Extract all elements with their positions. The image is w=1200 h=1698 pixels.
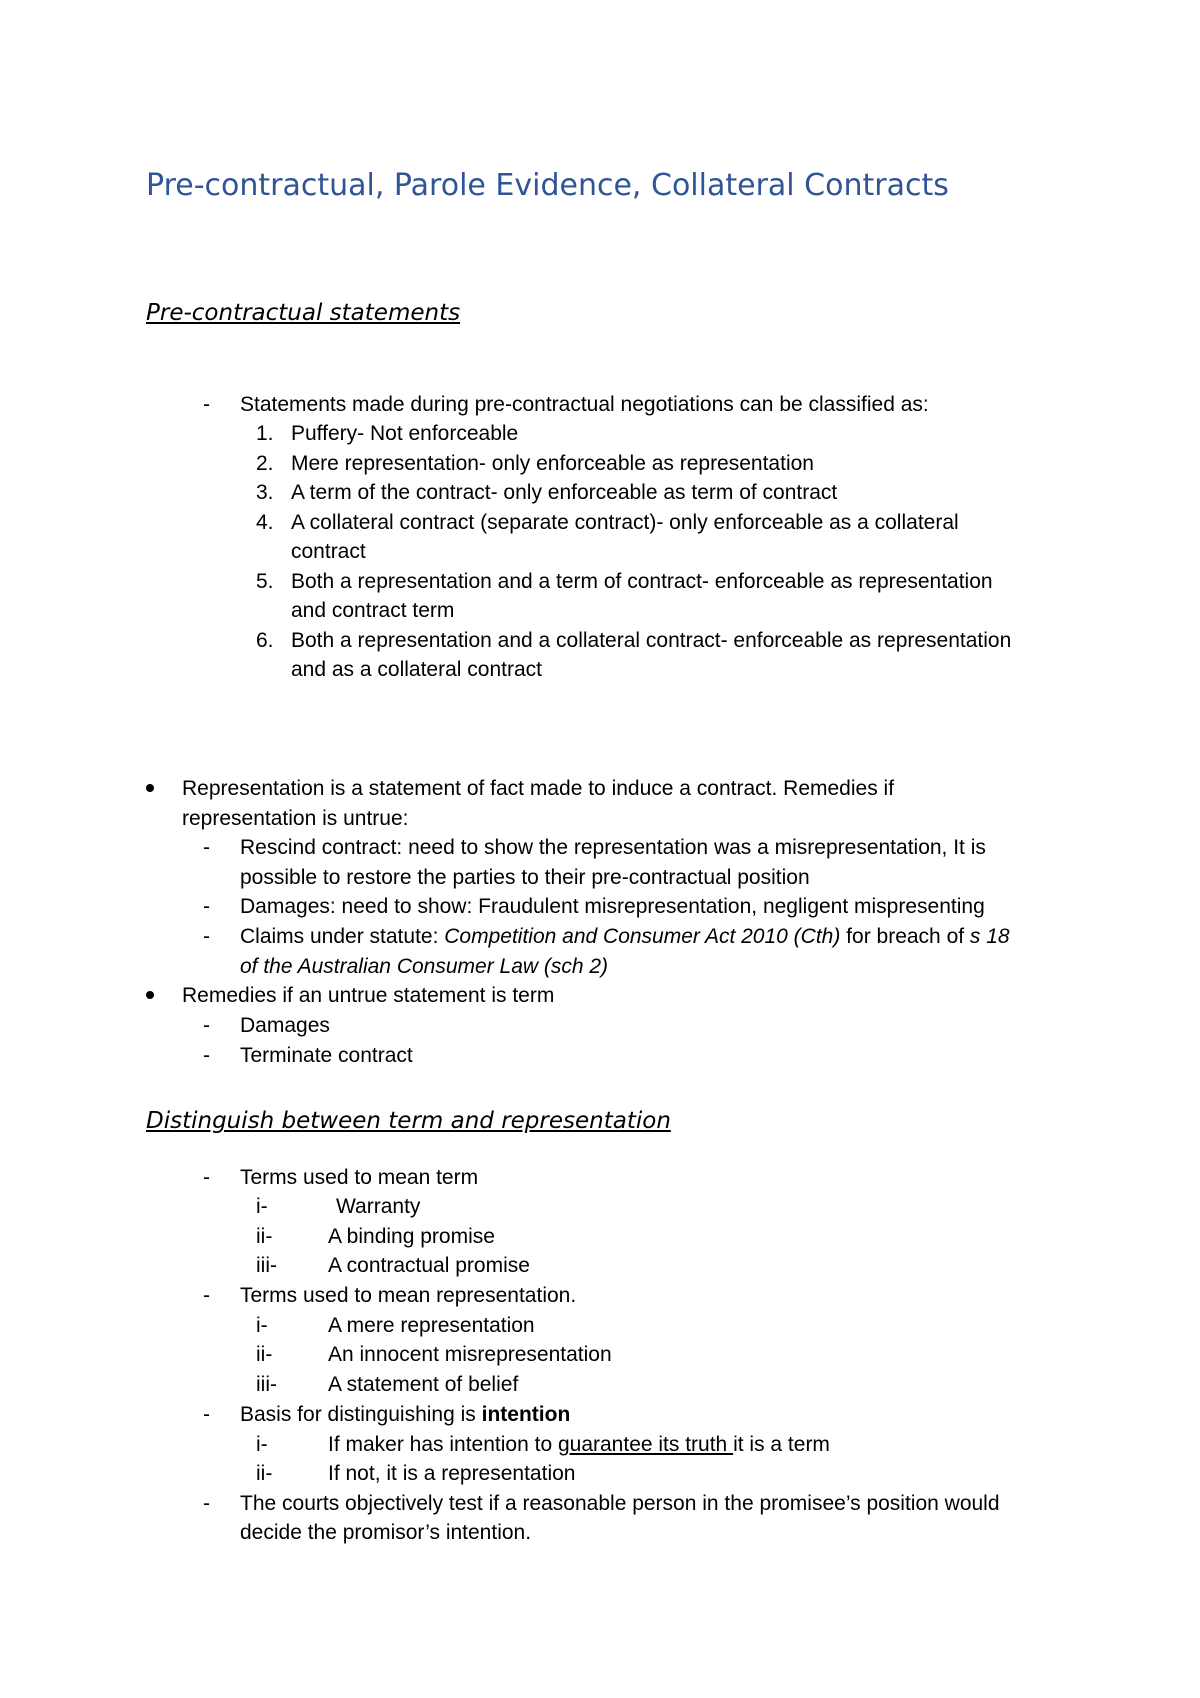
dash-marker: - <box>203 1403 210 1426</box>
list-item: A term of the contract- only enforceable as term of contract <box>291 481 838 504</box>
section-heading-pre-contractual: Pre-contractual statements <box>146 300 461 326</box>
dash-marker: - <box>203 925 210 948</box>
rule-suffix: it is a term <box>733 1433 830 1456</box>
statute-section: s 18 <box>969 925 1010 948</box>
statute-prefix: Claims under statute: <box>240 925 445 948</box>
bullet-point <box>146 991 154 999</box>
dash-marker: - <box>203 1284 210 1307</box>
dash-marker: - <box>203 895 210 918</box>
list-item: Puffery- Not enforceable <box>291 422 519 445</box>
remedy-damages: Damages: need to show: Fraudulent misrepresentation, negligent mispresenting <box>240 895 985 918</box>
roman-marker: ii- <box>256 1343 273 1366</box>
basis-prefix: Basis for distinguishing is <box>240 1403 482 1426</box>
representation-definition: Representation is a statement of fact made to induce a contract. Remedies if <box>182 777 895 800</box>
statute-mid: for breach of <box>840 925 970 948</box>
roman-marker: i- <box>256 1314 268 1337</box>
list-item: Both a representation and a term of contract- enforceable as representation <box>291 570 993 593</box>
list-item-continuation: contract <box>291 540 366 563</box>
list-item: Both a representation and a collateral contract- enforceable as representation <box>291 629 1012 652</box>
dash-marker: - <box>203 1166 210 1189</box>
remedy-statute-continuation: of the Australian Consumer Law (sch 2) <box>240 955 609 978</box>
dash-marker: - <box>203 1044 210 1067</box>
sub-list-item: A binding promise <box>328 1225 495 1248</box>
intention-representation-rule: If not, it is a representation <box>328 1462 576 1485</box>
sub-list-item: A contractual promise <box>328 1254 530 1277</box>
section-heading-distinguish: Distinguish between term and representation <box>146 1108 671 1134</box>
roman-marker: iii- <box>256 1254 277 1277</box>
list-number: 3. <box>256 481 274 504</box>
list-item-continuation: and as a collateral contract <box>291 658 542 681</box>
list-item-continuation: and contract term <box>291 599 455 622</box>
term-remedy-damages: Damages <box>240 1014 330 1037</box>
rule-prefix: If maker has intention to <box>328 1433 558 1456</box>
page-title: Pre-contractual, Parole Evidence, Collateral Contracts <box>146 168 949 203</box>
representation-definition-continuation: representation is untrue: <box>182 807 409 830</box>
list-number: 4. <box>256 511 274 534</box>
term-meaning-heading: Terms used to mean term <box>240 1166 479 1189</box>
statute-act-name: Competition and Consumer Act 2010 (Cth) <box>444 925 841 948</box>
rule-underlined: guarantee its truth <box>557 1433 734 1456</box>
list-item: Mere representation- only enforceable as representation <box>291 452 814 475</box>
list-number: 5. <box>256 570 274 593</box>
dash-marker: - <box>203 1014 210 1037</box>
dash-marker: - <box>203 836 210 859</box>
dash-marker: - <box>203 1492 210 1515</box>
bullet-point <box>146 784 154 792</box>
sub-list-item: An innocent misrepresentation <box>328 1343 612 1366</box>
basis-keyword: intention <box>481 1403 571 1426</box>
term-remedy-terminate: Terminate contract <box>240 1044 413 1067</box>
remedy-rescind: Rescind contract: need to show the representation was a misrepresentation, It is <box>240 836 986 859</box>
sub-list-item: A statement of belief <box>328 1373 519 1396</box>
roman-marker: i- <box>256 1195 268 1218</box>
remedy-rescind-continuation: possible to restore the parties to their pre-contractual position <box>240 866 810 889</box>
list-number: 1. <box>256 422 274 445</box>
roman-marker: iii- <box>256 1373 277 1396</box>
distinguishing-basis <box>240 1400 570 1430</box>
classification-intro: Statements made during pre-contractual negotiations can be classified as: <box>240 393 929 416</box>
list-number: 2. <box>256 452 274 475</box>
intention-term-rule <box>328 1430 830 1460</box>
list-item: A collateral contract (separate contract)- only enforceable as a collateral <box>291 511 959 534</box>
objective-test: The courts objectively test if a reasonable person in the promisee’s position would <box>240 1492 1000 1515</box>
list-number: 6. <box>256 629 274 652</box>
remedy-statute <box>240 922 1010 952</box>
sub-list-item: A mere representation <box>328 1314 535 1337</box>
representation-meaning-heading: Terms used to mean representation. <box>240 1284 577 1307</box>
objective-test-continuation: decide the promisor’s intention. <box>240 1521 532 1544</box>
term-remedies-heading: Remedies if an untrue statement is term <box>182 984 555 1007</box>
roman-marker: i- <box>256 1433 268 1456</box>
roman-marker: ii- <box>256 1462 273 1485</box>
sub-list-item: Warranty <box>336 1195 421 1218</box>
roman-marker: ii- <box>256 1225 273 1248</box>
dash-marker: - <box>203 393 210 416</box>
